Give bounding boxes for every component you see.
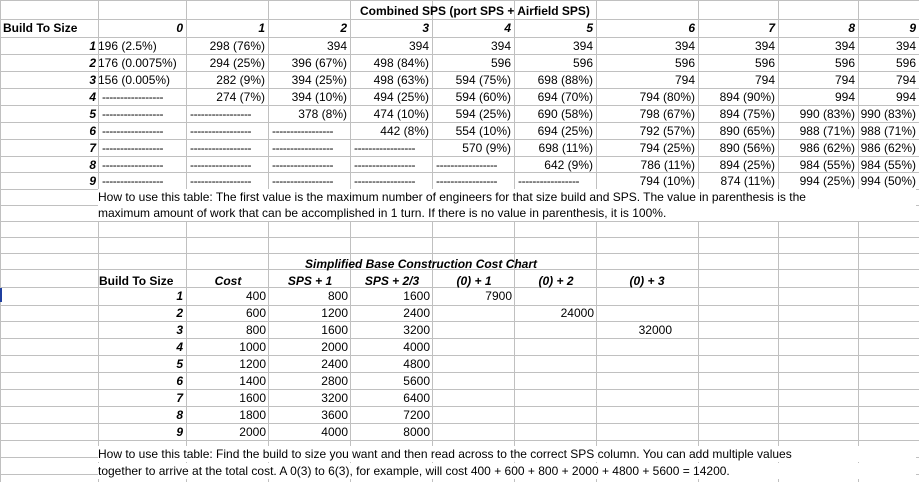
table2-cost-cell: 1200 — [239, 357, 266, 371]
table1-cell: 694 (70%) — [537, 90, 593, 104]
table1-cell: 156 (0.005%) — [98, 73, 171, 87]
table1-empty-cell: ----------------- — [436, 158, 498, 172]
table1-cell: 274 (7%) — [216, 90, 265, 104]
table1-empty-cell: ----------------- — [436, 174, 498, 188]
row-gridline — [0, 237, 919, 238]
table1-cell: 794 (80%) — [639, 90, 695, 104]
table1-empty-cell: ----------------- — [102, 124, 164, 138]
table2-row-label: 5 — [176, 357, 183, 371]
table1-cell: 890 (56%) — [719, 141, 775, 155]
table2-row-label: 1 — [176, 289, 183, 303]
table1-cell: 794 (25%) — [639, 141, 695, 155]
table1-cell: 596 — [834, 56, 855, 70]
table1-cell: 494 (25%) — [373, 90, 429, 104]
table1-cell: 596 — [754, 56, 775, 70]
table1-cell: 988 (71%) — [860, 124, 916, 138]
column-gridline — [268, 0, 269, 482]
table2-header: SPS + 2/3 — [364, 274, 420, 288]
table2-o3-cell: 32000 — [638, 323, 672, 337]
table1-cell: 176 (0.0075%) — [98, 56, 177, 70]
table1-cell: 396 (67%) — [291, 56, 347, 70]
table2-sps1-cell: 2400 — [321, 357, 348, 371]
table1-cell: 298 (76%) — [209, 39, 265, 53]
table1-cell: 894 (90%) — [719, 90, 775, 104]
table1-row-label: 4 — [89, 90, 96, 104]
table1-cell: 596 — [674, 56, 695, 70]
table1-col-header: 7 — [768, 21, 775, 35]
table2-header: (0) + 2 — [538, 274, 574, 288]
table1-cell: 474 (10%) — [373, 107, 429, 121]
row-gridline — [0, 253, 919, 254]
column-gridline — [778, 0, 779, 482]
table1-row-label: 9 — [89, 174, 96, 188]
table2-row-label: 8 — [176, 408, 183, 422]
table1-cell: 394 — [408, 39, 429, 53]
table1-empty-cell: ----------------- — [354, 158, 416, 172]
table1-cell: 988 (71%) — [799, 124, 855, 138]
table2-cost-cell: 1000 — [239, 340, 266, 354]
table1-cell: 282 (9%) — [216, 73, 265, 87]
table1-empty-cell: ----------------- — [190, 107, 252, 121]
table2-cost-cell: 1800 — [239, 408, 266, 422]
table2-sps1-cell: 800 — [327, 289, 348, 303]
table2-cost-cell: 400 — [245, 289, 266, 303]
table1-cell: 874 (11%) — [720, 174, 775, 188]
table1-row-label: 8 — [89, 158, 96, 172]
table2-sps23-cell: 2400 — [403, 306, 430, 320]
column-gridline — [0, 0, 1, 482]
table1-cell: 394 — [674, 39, 695, 53]
table2-sps23-cell: 8000 — [403, 425, 430, 439]
table2-header: Build To Size — [99, 274, 174, 288]
table1-cell: 698 (11%) — [538, 141, 593, 155]
table2-row-label: 7 — [176, 391, 183, 405]
column-gridline — [698, 0, 699, 482]
table1-col-header: 0 — [176, 21, 183, 35]
table1-cell: 990 (83%) — [860, 107, 916, 121]
table1-col-header: 2 — [340, 21, 347, 35]
table1-empty-cell: ----------------- — [102, 90, 164, 104]
table2-row-label: 4 — [176, 340, 183, 354]
table1-title: Combined SPS (port SPS + Airfield SPS) — [360, 4, 590, 18]
table2-row-label: 3 — [176, 323, 183, 337]
table1-cell: 698 (88%) — [537, 73, 593, 87]
table1-cell: 554 (10%) — [455, 124, 511, 138]
table2-sps23-cell: 6400 — [403, 391, 430, 405]
table2-header: SPS + 1 — [287, 274, 333, 288]
table1-cell: 394 — [326, 39, 347, 53]
table1-empty-cell: ----------------- — [518, 174, 580, 188]
table1-cell: 596 — [490, 56, 511, 70]
table1-cell: 694 (25%) — [537, 124, 593, 138]
table2-usage-note: together to arrive at the total cost. A 0(3) to 6(3), for example, will cost 400 + 600 + 800 + 2000 + 4800 + 5600 = 14200. — [98, 463, 916, 479]
table1-empty-cell: ----------------- — [102, 174, 164, 188]
table2-sps1-cell: 3200 — [321, 391, 348, 405]
table1-cell: 986 (62%) — [860, 141, 916, 155]
table2-cost-cell: 1400 — [239, 374, 266, 388]
table2-sps23-cell: 3200 — [403, 323, 430, 337]
table1-cell: 986 (62%) — [799, 141, 855, 155]
row-gridline — [0, 440, 919, 441]
table1-cell: 378 (8%) — [298, 107, 347, 121]
table1-cell: 570 (9%) — [462, 141, 511, 155]
table2-o1-cell: 7900 — [485, 289, 512, 303]
table1-cell: 394 — [754, 39, 775, 53]
table1-cell: 994 (25%) — [799, 174, 855, 188]
table1-cell: 196 (2.5%) — [98, 39, 157, 53]
table1-cell: 984 (55%) — [860, 158, 916, 172]
table1-cell: 994 (50%) — [860, 174, 916, 188]
table2-sps23-cell: 1600 — [403, 289, 430, 303]
table1-empty-cell: ----------------- — [190, 141, 252, 155]
table1-cell: 990 (83%) — [799, 107, 855, 121]
table1-cell: 794 — [754, 73, 775, 87]
table1-cell: 394 — [895, 39, 916, 53]
table1-cell: 984 (55%) — [799, 158, 855, 172]
table1-cell: 394 (25%) — [291, 73, 347, 87]
table1-cell: 498 (84%) — [373, 56, 429, 70]
table1-cell: 594 (25%) — [455, 107, 511, 121]
table1-cell: 594 (60%) — [455, 90, 511, 104]
table1-cell: 442 (8%) — [380, 124, 429, 138]
table2-usage-note: How to use this table: Find the build to size you want and then read across to the correct SPS column. You can add multiple values — [98, 446, 916, 462]
table1-empty-cell: ----------------- — [102, 141, 164, 155]
table1-cell: 894 (75%) — [719, 107, 775, 121]
table1-cell: 498 (63%) — [373, 73, 429, 87]
table2-row-label: 6 — [176, 374, 183, 388]
table1-cell: 890 (65%) — [719, 124, 775, 138]
table2-row-label: 2 — [176, 306, 183, 320]
table2-sps23-cell: 7200 — [403, 408, 430, 422]
table1-cell: 794 — [895, 73, 916, 87]
table2-sps1-cell: 4000 — [321, 425, 348, 439]
table1-cell: 794 — [674, 73, 695, 87]
table2-sps1-cell: 1200 — [321, 306, 348, 320]
table1-row-label: 6 — [89, 124, 96, 138]
table1-col-header: 3 — [422, 21, 429, 35]
column-gridline — [858, 0, 859, 482]
table2-sps23-cell: 4800 — [403, 357, 430, 371]
table1-empty-cell: ----------------- — [272, 124, 334, 138]
table1-cell: 794 — [834, 73, 855, 87]
table1-cell: 394 (10%) — [291, 90, 347, 104]
table1-cell: 994 — [834, 90, 855, 104]
table1-empty-cell: ----------------- — [190, 124, 252, 138]
table1-empty-cell: ----------------- — [354, 141, 416, 155]
column-gridline — [432, 0, 433, 482]
table2-header: Cost — [214, 274, 242, 288]
table1-col-header: 5 — [586, 21, 593, 35]
table1-cell: 642 (9%) — [544, 158, 593, 172]
table2-o2-cell: 24000 — [560, 306, 594, 320]
table1-empty-cell: ----------------- — [272, 158, 334, 172]
table2-sps1-cell: 2800 — [321, 374, 348, 388]
table1-empty-cell: ----------------- — [354, 174, 416, 188]
table1-cell: 894 (25%) — [719, 158, 775, 172]
table2-sps1-cell: 2000 — [321, 340, 348, 354]
table1-col-header: 6 — [688, 21, 695, 35]
table1-empty-cell: ----------------- — [190, 174, 252, 188]
column-gridline — [350, 0, 351, 482]
table1-cell: 792 (57%) — [639, 124, 695, 138]
table1-col-header: 9 — [909, 21, 916, 35]
table1-cell: 596 — [572, 56, 593, 70]
table1-row-label: 3 — [89, 73, 96, 87]
table1-cell: 394 — [834, 39, 855, 53]
table2-cost-cell: 600 — [245, 306, 266, 320]
table1-col-header: 8 — [848, 21, 855, 35]
table1-cell: 594 (75%) — [455, 73, 511, 87]
table1-cell: 394 — [572, 39, 593, 53]
table2-cost-cell: 1600 — [239, 391, 266, 405]
row-gridline — [0, 221, 919, 222]
table2-row-label: 9 — [176, 425, 183, 439]
active-cell-marker — [0, 288, 2, 302]
column-gridline — [596, 0, 597, 482]
table1-col-header: 4 — [504, 21, 511, 35]
table2-sps23-cell: 5600 — [403, 374, 430, 388]
table1-empty-cell: ----------------- — [272, 141, 334, 155]
column-gridline — [514, 0, 515, 482]
table1-cell: 798 (67%) — [639, 107, 695, 121]
table1-row-label: 7 — [89, 141, 96, 155]
table1-cell: 794 (10%) — [639, 174, 695, 188]
table2-sps23-cell: 4000 — [403, 340, 430, 354]
table1-col-header: 1 — [258, 21, 265, 35]
table1-row-header: Build To Size — [3, 21, 78, 35]
table2-cost-cell: 800 — [245, 323, 266, 337]
table1-row-label: 2 — [89, 56, 96, 70]
row-gridline — [0, 0, 919, 1]
table1-empty-cell: ----------------- — [102, 158, 164, 172]
table1-cell: 690 (58%) — [537, 107, 593, 121]
table1-cell: 294 (25%) — [209, 56, 265, 70]
table2-sps1-cell: 1600 — [321, 323, 348, 337]
table2-header: (0) + 3 — [629, 274, 665, 288]
table1-empty-cell: ----------------- — [190, 158, 252, 172]
table1-cell: 994 — [895, 90, 916, 104]
table1-row-label: 1 — [89, 39, 96, 53]
table2-sps1-cell: 3600 — [321, 408, 348, 422]
table1-usage-note: How to use this table: The first value is the maximum number of engineers for that size build and SPS. The value in parenthesis is the — [98, 189, 916, 205]
table2-header: (0) + 1 — [456, 274, 492, 288]
table1-cell: 786 (11%) — [640, 158, 695, 172]
table1-row-label: 5 — [89, 107, 96, 121]
table1-cell: 394 — [490, 39, 511, 53]
table1-empty-cell: ----------------- — [102, 107, 164, 121]
table1-empty-cell: ----------------- — [272, 174, 334, 188]
table1-cell: 596 — [895, 56, 916, 70]
table1-usage-note: maximum amount of work that can be accomplished in 1 turn. If there is no value in parenthesis, it is 100%. — [98, 205, 916, 221]
table2-title: Simplified Base Construction Cost Chart — [305, 257, 538, 271]
table2-cost-cell: 2000 — [239, 425, 266, 439]
